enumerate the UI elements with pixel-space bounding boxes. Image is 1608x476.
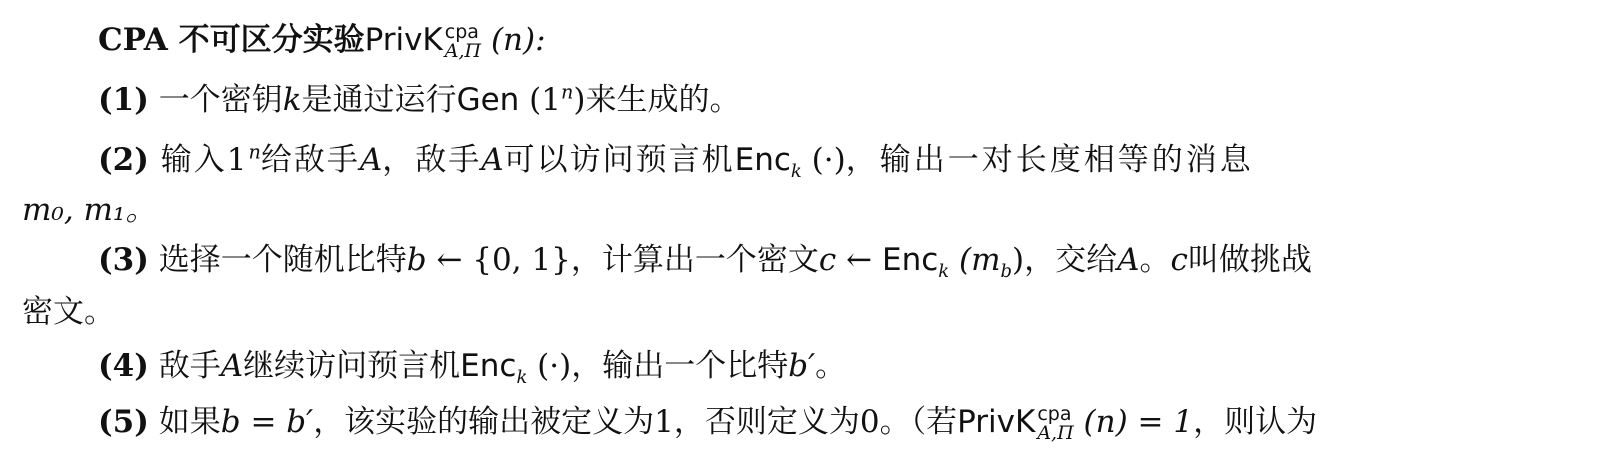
step-1-text-a: 一个密钥 [148, 82, 283, 118]
step-5-text-a: 如果 [148, 404, 221, 440]
step-1-var: k [282, 82, 302, 118]
step-4-text-d: 。 [815, 348, 847, 384]
step-3-arrow: ← {0, 1} [426, 242, 571, 278]
step-3-number: (3) [98, 242, 149, 278]
step-3-enc-arg-close: ) [1012, 242, 1025, 278]
step-2-text-b: 给敌手 [260, 142, 360, 178]
step-2-enc: Enc [734, 142, 791, 178]
step-3-cont: 密文。 [22, 294, 115, 330]
step-3-var-c-2: c [1170, 242, 1188, 278]
step-1-text-b: 是通过运行 [301, 82, 457, 118]
heading-func: PrivK [364, 22, 443, 58]
step-2-text-e: ，输出一对长度相等的消息 [845, 142, 1254, 178]
step-3-enc-arg-sub: b [1000, 261, 1013, 283]
step-3-text-a: 选择一个随机比特 [148, 242, 407, 278]
step-4-text-c: ，输出一个比特 [571, 348, 789, 384]
step-1-text-c: 来生成的。 [585, 82, 741, 118]
step-2-text-a: 输入1 [148, 142, 249, 178]
step-1-gen-close: ) [573, 82, 586, 118]
step-2-adv: A [359, 142, 383, 178]
step-3-adv: A [1117, 242, 1140, 278]
step-4-adv: A [220, 348, 244, 384]
step-2-number: (2) [98, 142, 149, 178]
heading-scripts [444, 20, 482, 62]
step-2-text-d: 可以访问预言机 [503, 142, 735, 178]
heading-cpa: CPA [98, 22, 168, 58]
step-2-cont: m₀, m₁。 [22, 192, 157, 228]
step-5-func: PrivK [957, 404, 1036, 440]
step-2-continuation [22, 190, 156, 230]
step-3-text-e: 叫做挑战 [1187, 242, 1312, 278]
heading-title: 不可区分实验 [167, 22, 365, 58]
step-3-text-c: ，交给 [1024, 242, 1118, 278]
step-3-continuation [22, 292, 115, 332]
step-4-enc-arg: (·) [527, 348, 572, 384]
experiment-heading [98, 20, 546, 61]
step-5-sub: A,Π [1037, 421, 1074, 444]
step-5-arg: (n) = 1 [1073, 404, 1194, 440]
step-4-var: b′ [788, 348, 816, 384]
step-3-var-c: c [818, 242, 837, 278]
step-1 [98, 80, 740, 120]
step-1-gen-sup: n [560, 80, 574, 104]
step-5-eq: b = b′ [220, 404, 314, 440]
step-3-enc-arg: (m [949, 242, 1001, 278]
step-3-var-b: b [406, 242, 427, 278]
step-2-adv-2: A [481, 142, 504, 178]
step-4-enc: Enc [460, 348, 517, 384]
step-4-number: (4) [98, 348, 149, 384]
step-5-sup: cpa [1037, 402, 1072, 425]
step-2-sup: n [248, 140, 261, 164]
heading-sup: cpa [444, 20, 479, 43]
step-5 [98, 402, 1317, 443]
step-4-text-b: 继续访问预言机 [243, 348, 461, 384]
step-4 [98, 346, 847, 389]
step-3-arrow-2: ← [836, 242, 882, 278]
heading-arg: (n): [481, 22, 546, 58]
step-1-gen-open: (1 [519, 82, 561, 118]
step-1-number: (1) [98, 82, 149, 118]
step-5-scripts [1037, 402, 1074, 444]
step-3-enc: Enc [881, 242, 939, 278]
step-2-text-c: ，敌手 [382, 142, 482, 178]
step-3-enc-sub: k [938, 261, 950, 283]
step-5-text-c: ，则认为 [1193, 404, 1318, 440]
step-3-text-d: 。 [1139, 242, 1171, 278]
step-2-enc-arg: (·) [801, 142, 846, 178]
step-1-gen: Gen [456, 82, 520, 118]
step-2-enc-sub: k [790, 161, 802, 183]
step-3 [98, 240, 1312, 283]
step-4-enc-sub: k [516, 367, 528, 389]
heading-sub: A,Π [444, 39, 482, 62]
step-4-text-a: 敌手 [148, 348, 221, 384]
step-2 [98, 140, 1538, 183]
step-5-number: (5) [98, 404, 149, 440]
step-5-text-b: ，该实验的输出被定义为1，否则定义为0。（若 [313, 404, 958, 440]
step-3-text-b: ，计算出一个密文 [570, 242, 819, 278]
